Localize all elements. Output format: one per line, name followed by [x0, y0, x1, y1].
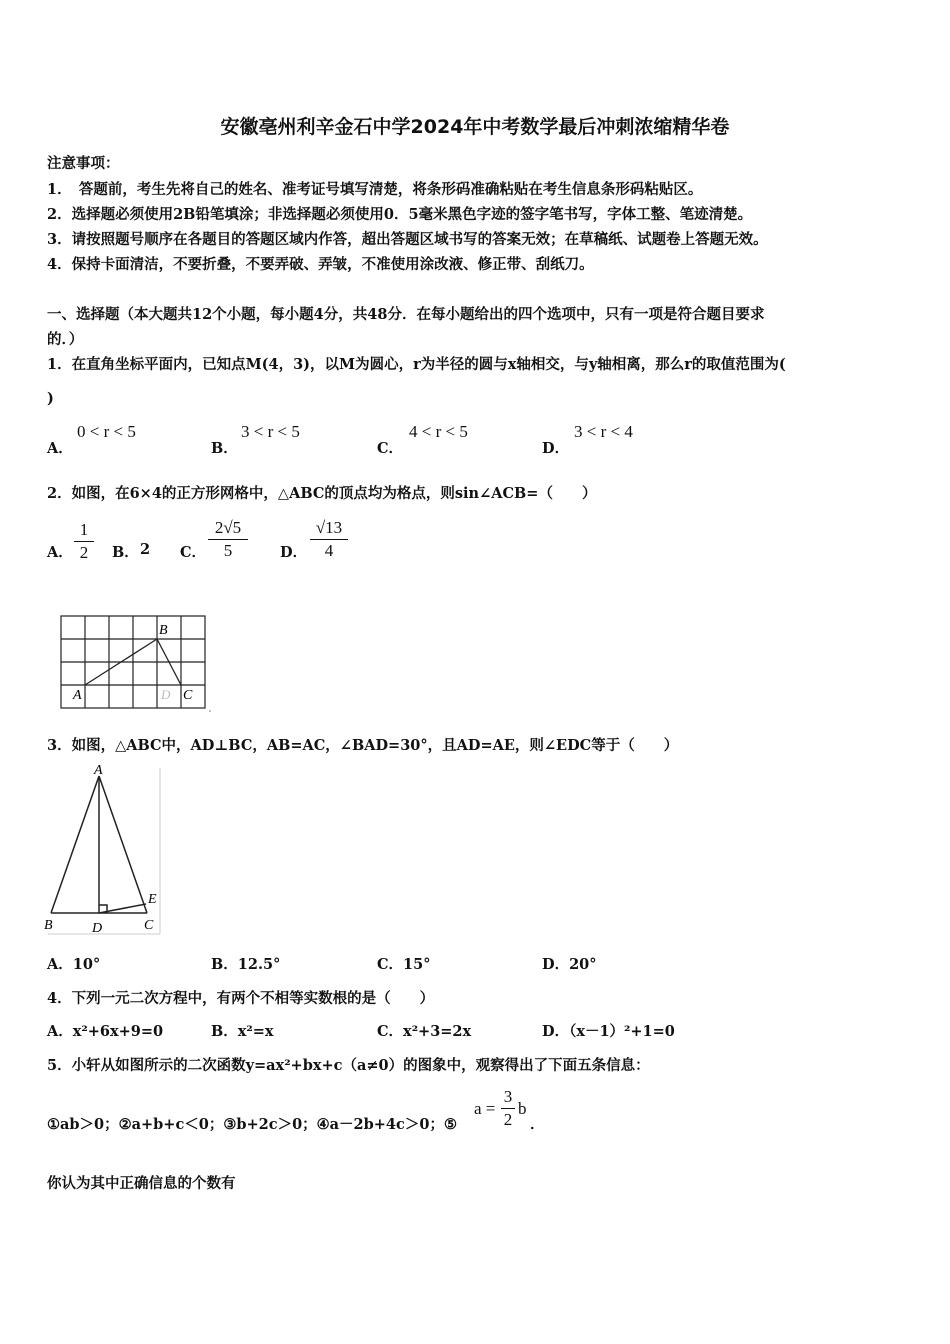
notice-item-1: 1． 答题前，考生先将自己的姓名、准考证号填写清楚，将条形码准确粘贴在考生信息条形码粘贴区。 — [47, 181, 703, 198]
q1-option-d-label: D． — [542, 440, 570, 457]
q3-option-a-value: 10° — [72, 956, 101, 973]
q5-stem: 5．小轩从如图所示的二次函数y=ax²+bx+c（a≠0）的图象中，观察得出了下面五条信息： — [47, 1057, 650, 1074]
q2-option-b-value: 2 — [140, 541, 151, 558]
q3-option-d-value: 20° — [569, 956, 597, 973]
q2-option-d-denominator: 4 — [324, 541, 334, 560]
q4-option-d-value: （x－1）²+1=0 — [569, 1023, 675, 1040]
q4-option-b — [211, 1020, 274, 1041]
q3-triangle-figure — [40, 762, 170, 940]
q3-option-c-value: 15° — [403, 956, 431, 973]
q3-label-a: A — [94, 763, 103, 778]
notice-item-4: 4．保持卡面清洁，不要折叠，不要弄破、弄皱，不准使用涂改液、修正带、刮纸刀。 — [47, 256, 594, 273]
q2-option-d-fraction — [310, 518, 348, 561]
q3-option-a-label: A． — [47, 956, 73, 973]
q2-option-c-denominator: 5 — [223, 541, 233, 560]
section-heading-line1: 一、选择题（本大题共12个小题，每小题4分，共48分．在每小题给出的四个选项中，只有一项是符合题目要求 — [47, 306, 765, 323]
q4-option-d — [542, 1020, 675, 1041]
q1-option-b-label: B． — [211, 440, 238, 457]
q4-option-c-value: x²+3=2x — [403, 1023, 472, 1040]
q2-label-b: B — [159, 623, 168, 638]
notice-heading: 注意事项： — [47, 155, 120, 172]
q5-info-end: ． — [530, 1116, 545, 1133]
q4-option-a-label: A． — [47, 1023, 73, 1040]
q5-info-denominator: 2 — [503, 1110, 513, 1129]
q2-option-d-label: D． — [280, 544, 308, 561]
q4-stem: 4．下列一元二次方程中，有两个不相等实数根的是（ ） — [47, 990, 435, 1007]
q3-label-b: B — [44, 918, 53, 933]
q3-stem: 3．如图，△ABC中，AD⊥BC，AB=AC，∠BAD=30°，且AD=AE，则∠EDC等于（ ） — [47, 737, 679, 754]
q4-option-c — [377, 1020, 471, 1041]
q5-info: ①ab＞0；②a+b+c＜0；③b+2c＞0；④a－2b+4c＞0；⑤ — [47, 1116, 457, 1133]
q3-label-d: D — [92, 921, 103, 936]
q2-stem: 2．如图，在6×4的正方形网格中，△ABC的顶点均为格点，则sin∠ACB=（ ） — [47, 485, 597, 502]
q3-option-b-value: 12.5° — [237, 956, 281, 973]
section-heading-line2: 的．） — [47, 331, 84, 348]
q1-option-c-label: C． — [377, 440, 404, 457]
q3-label-c: C — [144, 918, 154, 933]
q4-option-b-value: x²=x — [237, 1023, 274, 1040]
notice-item-3: 3．请按照题号顺序在各题目的答题区域内作答，超出答题区域书写的答案无效；在草稿纸、试题卷上答题无效。 — [47, 231, 768, 248]
q4-option-c-label: C． — [377, 1023, 404, 1040]
q3-label-e: E — [148, 892, 157, 907]
q3-option-c — [377, 953, 430, 974]
q2-option-c-fraction — [208, 518, 248, 561]
q2-option-a-label: A． — [47, 544, 73, 561]
q4-option-a — [47, 1020, 163, 1041]
q3-option-d — [542, 953, 597, 974]
q1-option-d-value: 3 < r < 4 — [574, 422, 633, 441]
q5-info-fraction — [501, 1087, 515, 1130]
page-title: 安徽亳州利辛金石中学2024年中考数学最后冲刺浓缩精华卷 — [220, 116, 730, 138]
q2-option-b-label: B． — [112, 544, 139, 561]
q3-option-b-label: B． — [211, 956, 238, 973]
q4-option-d-label: D． — [542, 1023, 570, 1040]
q2-option-c-label: C． — [180, 544, 207, 561]
q2-option-c-numerator: 2√5 — [214, 518, 242, 537]
q5-question: 你认为其中正确信息的个数有 — [47, 1175, 236, 1192]
q2-option-a-numerator: 1 — [79, 520, 89, 539]
q1-option-a-label: A． — [47, 440, 73, 457]
q2-label-c: C — [183, 688, 193, 703]
q5-info-math-right: b — [518, 1099, 527, 1118]
q1-stem-line1: 1．在直角坐标平面内，已知点M(4，3)，以M为圆心，r为半径的圆与x轴相交，与y轴相离，那么r的取值范围为( — [47, 356, 786, 373]
q2-label-a: A — [73, 688, 82, 703]
q5-info-numerator: 3 — [503, 1087, 513, 1106]
notice-item-2: 2．选择题必须使用2B铅笔填涂；非选择题必须使用0．5毫米黑色字迹的签字笔书写，字体工整、笔迹清楚。 — [47, 206, 753, 223]
q2-option-d-numerator: √13 — [315, 518, 343, 537]
q3-option-a — [47, 953, 100, 974]
q1-option-a-value: 0 < r < 5 — [77, 422, 136, 441]
q2-label-d: D — [161, 687, 171, 702]
q3-option-b — [211, 953, 280, 974]
q1-stem-line2: ) — [47, 390, 54, 407]
q4-option-a-value: x²+6x+9=0 — [72, 1023, 164, 1040]
q1-option-c-value: 4 < r < 5 — [409, 422, 468, 441]
q2-option-a-fraction — [74, 520, 94, 563]
q3-option-d-label: D． — [542, 956, 570, 973]
q3-option-c-label: C． — [377, 956, 404, 973]
q1-option-b-value: 3 < r < 5 — [241, 422, 300, 441]
q2-option-a-denominator: 2 — [79, 543, 89, 562]
q5-info-math-left: a = — [474, 1099, 496, 1118]
q2-grid-figure — [55, 610, 220, 714]
q4-option-b-label: B． — [211, 1023, 238, 1040]
